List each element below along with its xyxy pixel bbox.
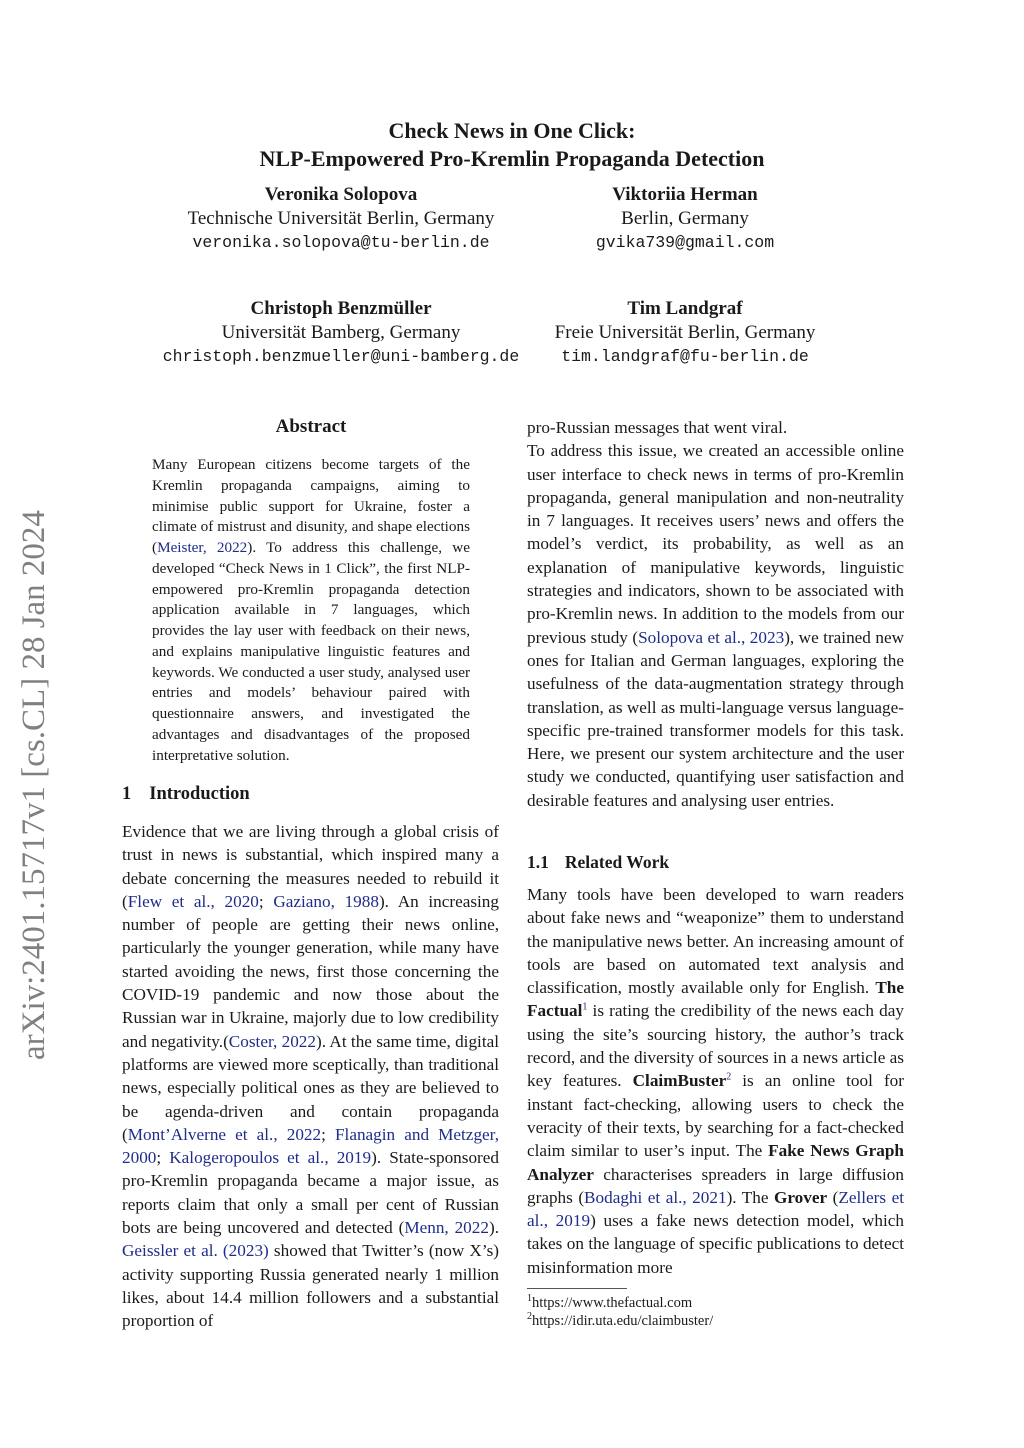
introduction-body: [122, 820, 499, 1333]
body-text: ;: [156, 1148, 170, 1168]
body-text: ) uses a fake news detection model, which takes on the language of specific publications to detect misinformation more: [527, 1211, 904, 1277]
footnote-url[interactable]: https://www.thefactual.com: [532, 1295, 693, 1311]
body-text: ;: [321, 1124, 335, 1144]
body-text: ). The: [726, 1187, 774, 1207]
author-block-3: [140, 297, 542, 369]
body-text: To address this issue, we created an accessible online user interface to check news in terms of pro-Kremlin propaganda, general manipulation and non-neutrality in 7 languages. It receives users’ news and offers the model’s verdict, its probability, as well as an explanation of manipulative keywords, linguistic strategies and indicators, shown to be associated with pro-Kremlin news. In addition to the models from our previous study (: [527, 441, 904, 647]
body-text: ). State-sponsored pro-Kremlin propaganda became a major issue, as reports claim that only a small per cent of Russian bots are being uncovered and detected (: [122, 1148, 499, 1238]
citation-link[interactable]: Geissler et al. (2023): [122, 1241, 269, 1261]
author-affiliation: Berlin, Germany: [621, 208, 749, 229]
abstract-text: Many European citizens become targets of the Kremlin propaganda campaigns, aiming to minimise public support for Ukraine, foster a climate of mistrust and disunity, and shape elections (: [152, 456, 470, 556]
footnote-divider: [527, 1288, 627, 1289]
author-name: Tim Landgraf: [627, 298, 743, 319]
related-work-paragraph: [527, 883, 904, 1279]
section-number: 1.1: [527, 852, 549, 872]
paper-title-line-1: Check News in One Click:: [388, 118, 636, 143]
citation-link[interactable]: Mont’Alverne et al., 2022: [127, 1124, 322, 1144]
author-affiliation: Universität Bamberg, Germany: [221, 322, 461, 343]
citation-link[interactable]: Meister, 2022: [157, 539, 248, 556]
body-text: ), we trained new ones for Italian and German languages, exploring the usefulness of the data-augmentation strategy through translation, as well as multi-language versus language-specific pre-trained transformer models for this task. Here, we present our system architecture and the user study we conducted, quantifying user satisfaction and desirable features and analysing user entries.: [527, 627, 904, 810]
section-heading-introduction: [122, 784, 250, 805]
author-affiliation: Freie Universität Berlin, Germany: [554, 322, 816, 343]
author-email[interactable]: tim.landgraf@fu-berlin.de: [561, 347, 809, 366]
arxiv-identifier: arXiv:2401.15717v1 [cs.CL] 28 Jan 2024: [16, 510, 52, 1060]
body-text: ).: [488, 1218, 499, 1238]
author-email[interactable]: gvika739@gmail.com: [595, 233, 775, 252]
abstract-body: [152, 455, 470, 766]
author-affiliation: Technische Universität Berlin, Germany: [187, 208, 495, 229]
author-name: Christoph Benzmüller: [250, 298, 432, 319]
tool-name: The Factual: [527, 978, 904, 1021]
footnote-url[interactable]: https://idir.uta.edu/claimbuster/: [532, 1313, 714, 1329]
footnote-marker[interactable]: 1: [582, 1001, 588, 1013]
abstract-paragraph: [152, 455, 470, 766]
citation-link[interactable]: Kalogeropoulos et al., 2019: [169, 1148, 372, 1168]
body-text: (: [827, 1187, 839, 1207]
footnote-marker[interactable]: 2: [726, 1071, 732, 1083]
section-title: Related Work: [564, 852, 670, 872]
body-text: showed that Twitter’s (now X’s) activity supporting Russia generated nearly 1 million likes, about 14.4 million followers and a substantial proportion of: [122, 1241, 500, 1331]
body-text: is rating the credibility of the news each day using the site’s sourcing history, the author’s track record, and the diversity of sources in a news article as key features.: [527, 1001, 904, 1091]
section-number: 1: [122, 784, 132, 804]
author-email[interactable]: veronika.solopova@tu-berlin.de: [192, 233, 490, 252]
footnote-1: [527, 1294, 692, 1312]
citation-link[interactable]: Flew et al., 2020: [127, 891, 259, 911]
footnote-mark: 1: [527, 1293, 532, 1305]
body-text: ;: [258, 891, 274, 911]
footnote-mark: 2: [527, 1311, 532, 1323]
right-column-body: [527, 416, 904, 812]
citation-link[interactable]: Coster, 2022: [228, 1031, 316, 1051]
citation-link[interactable]: Flanagin and Metzger, 2000: [122, 1124, 499, 1168]
abstract-heading: Abstract: [275, 416, 347, 437]
author-name: Veronika Solopova: [264, 184, 418, 205]
body-text: is an online tool for instant fact-checking, allowing users to check the veracity of their texts, by searching for a fact-checked claim similar to user’s input. The: [527, 1071, 904, 1161]
continued-paragraph: pro-Russian messages that went viral.: [527, 418, 788, 437]
author-block-4: [532, 297, 838, 369]
section-title: Introduction: [149, 784, 250, 804]
citation-link[interactable]: Zellers et al., 2019: [527, 1187, 904, 1231]
footnote-2: [527, 1312, 713, 1330]
body-text: characterises spreaders in large diffusion graphs (: [527, 1164, 904, 1207]
author-block-2: [540, 183, 830, 255]
abstract-text: ). To address this challenge, we developed “Check News in 1 Click”, the first NLP-empowered pro-Kremlin propaganda detection application available in 7 languages, which provides the lay user with feedback on their news, and explains manipulative linguistic features and keywords. We conducted a user study, analysed user entries and models’ behaviour paired with questionnaire answers, and investigated the advantages and disadvantages of the proposed interpretative solution.: [152, 539, 470, 764]
author-email[interactable]: christoph.benzmueller@uni-bamberg.de: [162, 347, 520, 366]
section-heading-related-work: [527, 852, 669, 873]
tool-name: Grover: [774, 1187, 828, 1207]
body-text: ). An increasing number of people are getting their news online, particularly the younger generation, while many have started avoiding the news, first those concerning the COVID-19 pandemic and now those about the Russian war in Ukraine, majorly due to low credibility and negativity.(: [122, 891, 499, 1051]
introduction-paragraph: [122, 820, 499, 1333]
author-name: Viktoriia Herman: [612, 184, 758, 205]
citation-link[interactable]: Bodaghi et al., 2021: [584, 1187, 727, 1207]
citation-link[interactable]: Menn, 2022: [404, 1218, 489, 1238]
tool-name: ClaimBuster: [632, 1071, 727, 1091]
author-block-1: [150, 183, 532, 255]
body-text: ). At the same time, digital platforms are viewed more sceptically, than traditional news, especially political ones as they are believed to be agenda-driven and contain propaganda (: [122, 1031, 500, 1144]
paper-title-line-2: NLP-Empowered Pro-Kremlin Propaganda Detection: [259, 146, 765, 171]
related-work-body: [527, 883, 904, 1279]
body-paragraph: [527, 439, 904, 812]
body-text: Evidence that we are living through a global crisis of trust in news is substantial, which inspired many a debate concerning the measures needed to rebuild it (: [122, 822, 499, 911]
citation-link[interactable]: Solopova et al., 2023: [638, 627, 785, 647]
body-text: Many tools have been developed to warn readers about fake news and “weaponize” them to understand the manipulative news better. An increasing amount of tools are based on automated text analysis and classification, mostly available only for English.: [527, 885, 904, 998]
tool-name: Fake News Graph Analyzer: [527, 1141, 904, 1184]
citation-link[interactable]: Gaziano, 1988: [273, 891, 379, 911]
